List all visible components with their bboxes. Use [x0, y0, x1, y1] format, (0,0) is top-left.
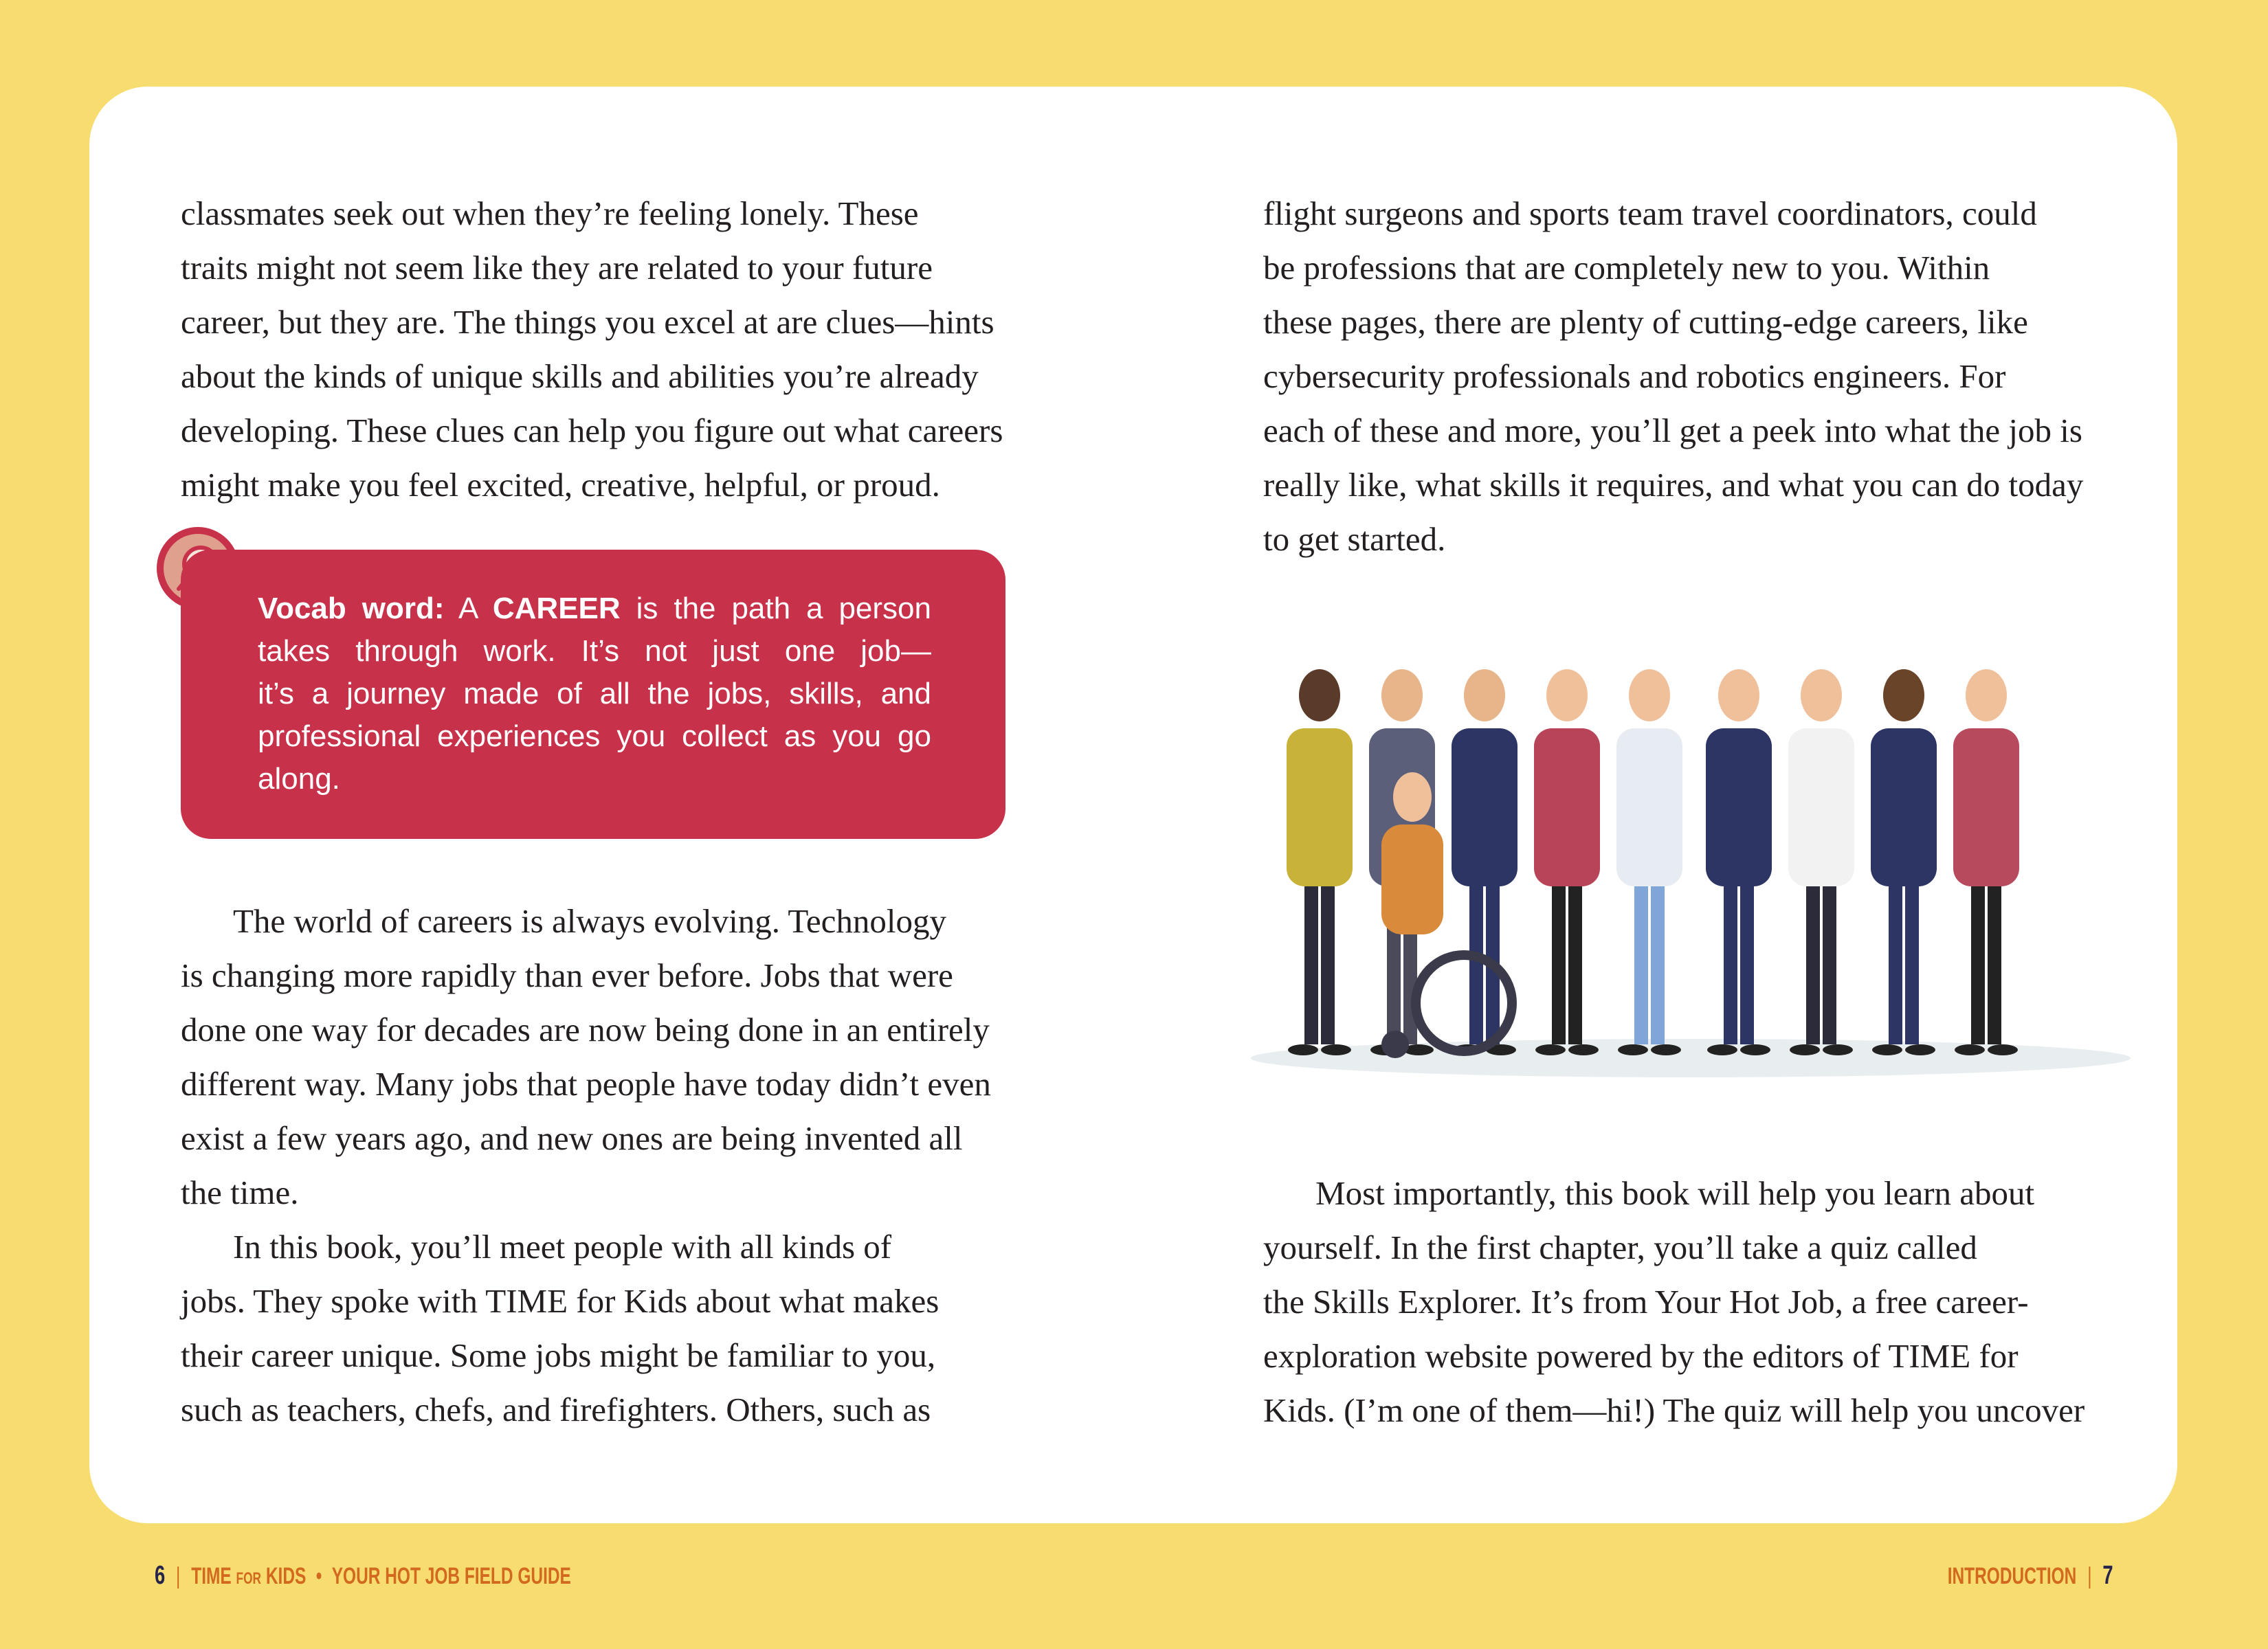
right-paragraph-2 — [1263, 1166, 2084, 1437]
text-line: exploration website powered by the editors of TIME for — [1263, 1337, 2019, 1375]
person-figure — [1534, 669, 1600, 1055]
vocab-line — [258, 587, 931, 630]
footer-right — [1948, 1561, 2113, 1591]
text-line: Most importantly, this book will help you learn about — [1315, 1174, 2035, 1212]
vocab-term: CAREER — [492, 592, 621, 625]
person-figure — [1287, 669, 1353, 1055]
vocab-label: Vocab word: — [258, 592, 445, 625]
vocab-line: it’s a journey made of all the jobs, skills, and — [258, 677, 931, 710]
text-line: about the kinds of unique skills and abilities you’re already — [181, 357, 979, 395]
vocab-callout — [181, 550, 1005, 839]
vocab-line: takes through work. It’s not just one job— — [258, 634, 931, 668]
text-line: to get started. — [1263, 520, 1446, 558]
footer-left — [155, 1561, 571, 1591]
person-figure — [1706, 669, 1772, 1055]
text-line: jobs. They spoke with TIME for Kids about what makes — [181, 1282, 940, 1320]
text-line: such as teachers, chefs, and firefighters. Others, such as — [181, 1391, 931, 1428]
text-line: the Skills Explorer. It’s from Your Hot Job, a free career- — [1263, 1283, 2029, 1321]
left-paragraph-1 — [181, 186, 1003, 512]
text-line: yourself. In the first chapter, you’ll take a quiz called — [1263, 1229, 1977, 1266]
text-line: is changing more rapidly than ever before. Jobs that were — [181, 956, 953, 994]
text-line: be professions that are completely new to you. Within — [1263, 249, 1990, 287]
text-line: might make you feel excited, creative, helpful, or proud. — [181, 466, 940, 504]
text-line: the time. — [181, 1174, 299, 1211]
text-line: these pages, there are plenty of cutting-edge careers, like — [1263, 303, 2028, 341]
vocab-line: along. — [258, 762, 340, 796]
brand-time: TIME — [191, 1563, 232, 1589]
brand-kids: KIDS — [265, 1563, 307, 1589]
separator: | — [176, 1563, 181, 1589]
text-line: done one way for decades are now being done in an entirely — [181, 1011, 990, 1048]
text-line: The world of careers is always evolving. Technology — [233, 902, 946, 940]
left-paragraph-2 — [181, 894, 991, 1437]
text-line: cybersecurity professionals and robotics engineers. For — [1263, 357, 2006, 395]
person-figure — [1953, 669, 2019, 1055]
separator: | — [2087, 1563, 2092, 1589]
vocab-line: professional experiences you collect as you go — [258, 719, 931, 753]
text-line: Kids. (I’m one of them—hi!) The quiz will help you uncover — [1263, 1391, 2085, 1429]
book-title: YOUR HOT JOB FIELD GUIDE — [331, 1563, 571, 1589]
text-line: different way. Many jobs that people have today didn’t even — [181, 1065, 991, 1103]
text-line: really like, what skills it requires, and what you can do today — [1263, 466, 2084, 504]
text-line: career, but they are. The things you excel at are clues—hints — [181, 303, 994, 341]
person-figure — [1616, 669, 1682, 1055]
section-title: INTRODUCTION — [1948, 1563, 2077, 1589]
vocab-text: A — [444, 592, 493, 625]
text-line: each of these and more, you’ll get a peek into what the job is — [1263, 412, 2082, 449]
right-paragraph-1 — [1263, 186, 2083, 566]
career-people-illustration — [1216, 646, 2158, 1086]
person-figure — [1871, 669, 1937, 1055]
text-line: exist a few years ago, and new ones are being invented all — [181, 1119, 963, 1157]
text-line: developing. These clues can help you figure out what careers — [181, 412, 1003, 449]
person-figure — [1788, 669, 1854, 1055]
brand-for: FOR — [236, 1569, 262, 1588]
text-line: their career unique. Some jobs might be familiar to you, — [181, 1336, 936, 1374]
text-line: traits might not seem like they are related to your future — [181, 249, 933, 287]
text-line: flight surgeons and sports team travel coordinators, could — [1263, 194, 2037, 232]
page-number-left: 6 — [155, 1561, 166, 1590]
page-number-right: 7 — [2102, 1561, 2113, 1590]
text-line: In this book, you’ll meet people with all kinds of — [233, 1228, 892, 1266]
vocab-text: is the path a person — [620, 592, 931, 625]
text-line: classmates seek out when they’re feeling lonely. These — [181, 194, 919, 232]
bullet: • — [315, 1563, 322, 1589]
